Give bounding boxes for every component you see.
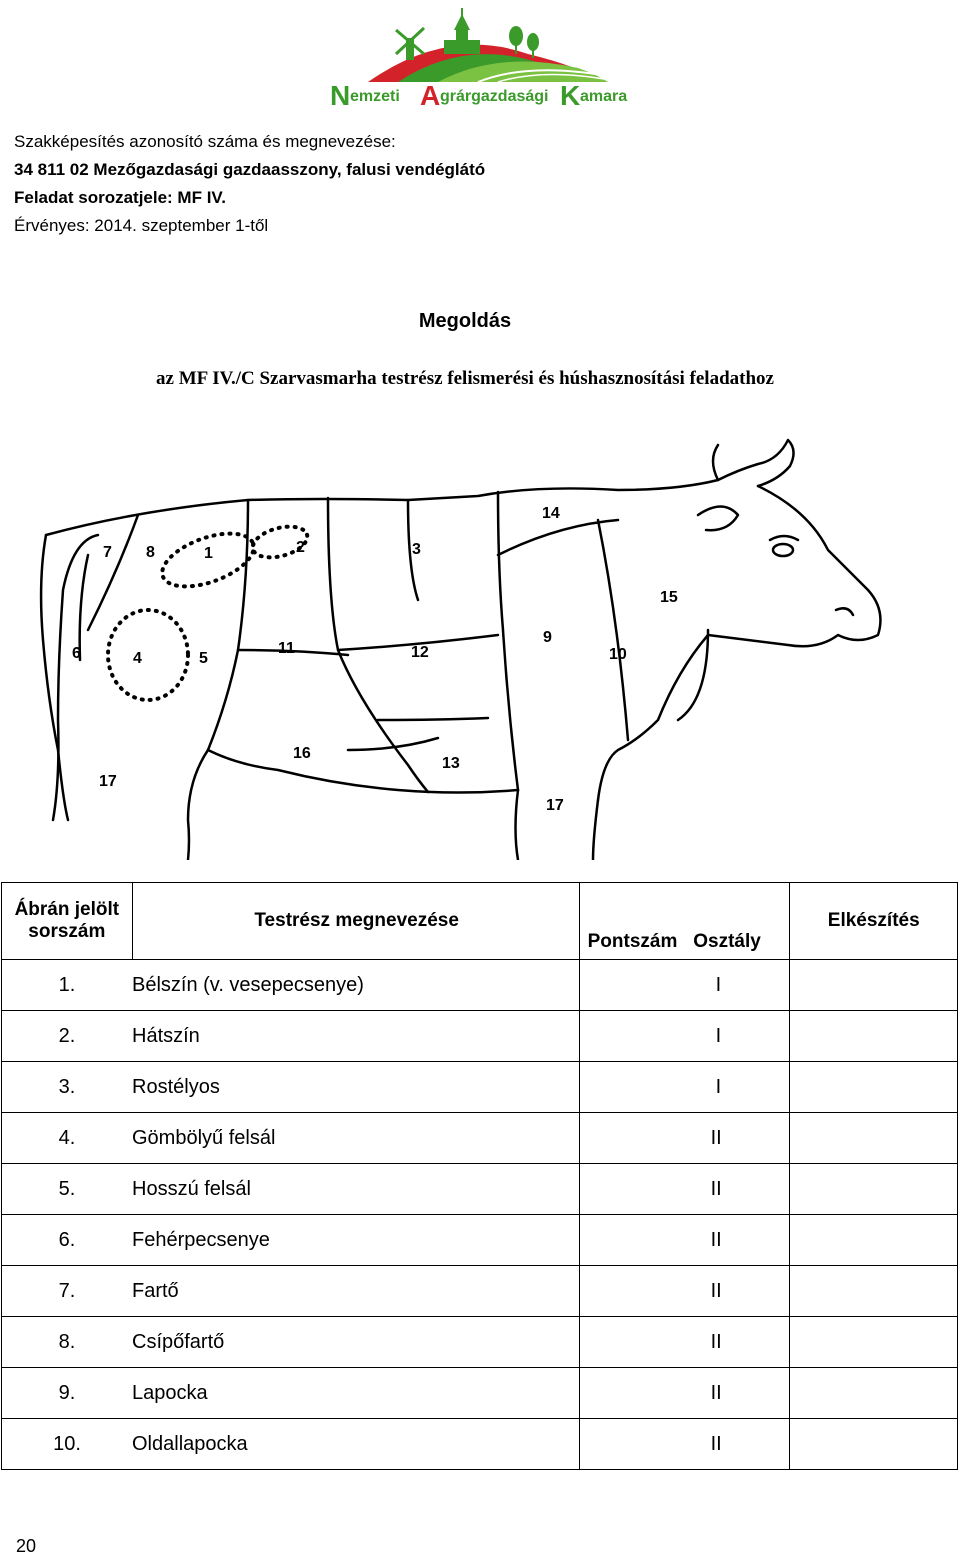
row-class: I <box>579 1062 790 1113</box>
page-number: 20 <box>16 1536 37 1556</box>
row-class: II <box>579 1215 790 1266</box>
cuts-table <box>1 882 958 1470</box>
row-name: Lapocka <box>132 1381 208 1404</box>
row-number: 5. <box>58 1177 76 1200</box>
row-name: Csípőfartő <box>132 1330 225 1353</box>
page-subtitle: az MF IV./C Szarvasmarha testrész felismerési és húshasznosítási feladathoz <box>156 368 774 389</box>
row-number: 9. <box>58 1381 76 1404</box>
page-title: Megoldás <box>418 310 512 332</box>
row-number: 7. <box>58 1279 76 1302</box>
table-row <box>2 1011 958 1062</box>
header-line-2: 34 811 02 Mezőgazdasági gazdaasszony, falusi vendéglátó <box>14 160 486 179</box>
cut-label-6: 6 <box>72 645 81 662</box>
cut-label-1: 1 <box>204 545 213 562</box>
row-elkeszites <box>790 960 958 1011</box>
row-elkeszites <box>790 1266 958 1317</box>
header-pontszam: Pontszám <box>587 931 678 952</box>
logo-letter-a: A <box>420 80 441 108</box>
header-line-4: Érvényes: 2014. szeptember 1-től <box>14 216 269 235</box>
logo-word-kamara: amara <box>580 88 628 105</box>
cut-label-13: 13 <box>442 755 460 772</box>
header-testresz: Testrész megnevezése <box>132 883 579 960</box>
cut-label-15: 15 <box>660 589 678 606</box>
cut-label-8: 8 <box>146 544 155 561</box>
table-row <box>2 1266 958 1317</box>
row-class: II <box>579 1317 790 1368</box>
header-line-3: Feladat sorozatjele: MF IV. <box>14 188 226 207</box>
logo-letter-n: N <box>330 80 351 108</box>
cut-label-12: 12 <box>411 644 429 661</box>
row-class: II <box>579 1113 790 1164</box>
cut-label-5: 5 <box>199 650 208 667</box>
row-number: 4. <box>58 1126 76 1149</box>
cut-label-11: 11 <box>278 640 295 657</box>
header-line-1: Szakképesítés azonosító száma és megnevezése: <box>14 132 396 151</box>
cut-label-9: 9 <box>543 629 552 646</box>
cut-label-4: 4 <box>133 650 142 667</box>
row-name: Gömbölyű felsál <box>132 1126 276 1149</box>
row-name: Oldallapocka <box>132 1432 248 1455</box>
table-header-row <box>2 883 958 960</box>
header-osztaly: Osztály <box>693 931 761 952</box>
cow-cuts-diagram <box>18 420 898 860</box>
row-class: I <box>579 1011 790 1062</box>
row-class: II <box>579 1164 790 1215</box>
row-number: 1. <box>58 973 76 996</box>
row-elkeszites <box>790 1419 958 1470</box>
table-row <box>2 1368 958 1419</box>
row-number: 10. <box>53 1432 81 1455</box>
table-row <box>2 1164 958 1215</box>
row-name: Fartő <box>132 1279 179 1302</box>
row-elkeszites <box>790 1011 958 1062</box>
cut-label-2: 2 <box>296 539 305 556</box>
table-row <box>2 1317 958 1368</box>
row-class: II <box>579 1368 790 1419</box>
cut-label-16: 16 <box>293 745 311 762</box>
cut-label-10: 10 <box>609 646 627 663</box>
row-elkeszites <box>790 1062 958 1113</box>
row-elkeszites <box>790 1215 958 1266</box>
header-pontszam-osztaly <box>579 883 790 960</box>
row-name: Hátszín <box>132 1024 200 1047</box>
row-class: II <box>579 1266 790 1317</box>
row-elkeszites <box>790 1113 958 1164</box>
logo-letter-k: K <box>560 80 581 108</box>
row-elkeszites <box>790 1317 958 1368</box>
cut-label-7: 7 <box>103 544 112 561</box>
header-block <box>14 128 485 240</box>
row-name: Fehérpecsenye <box>132 1228 270 1251</box>
row-name: Rostélyos <box>132 1075 220 1098</box>
table-row <box>2 1215 958 1266</box>
row-number: 2. <box>58 1024 76 1047</box>
row-number: 6. <box>58 1228 76 1251</box>
row-class: I <box>579 960 790 1011</box>
row-class: II <box>579 1419 790 1470</box>
header-sorszam: Ábrán jelölt sorszám <box>2 883 133 960</box>
table-row <box>2 960 958 1011</box>
row-name: Bélszín (v. vesepecsenye) <box>132 973 364 996</box>
row-number: 3. <box>58 1075 76 1098</box>
row-elkeszites <box>790 1368 958 1419</box>
table-row <box>2 1062 958 1113</box>
logo-word-agrargazdasagi: grárgazdasági <box>440 88 549 105</box>
cut-label-14: 14 <box>542 505 560 522</box>
table-row <box>2 1419 958 1470</box>
cut-label-3: 3 <box>412 541 421 558</box>
nak-logo <box>328 6 633 108</box>
logo-word-nemzeti: emzeti <box>350 88 400 105</box>
cut-label-17-hind: 17 <box>99 773 117 790</box>
table-row <box>2 1113 958 1164</box>
row-name: Hosszú felsál <box>132 1177 251 1200</box>
header-elkeszites: Elkészítés <box>790 883 958 960</box>
row-elkeszites <box>790 1164 958 1215</box>
row-number: 8. <box>58 1330 76 1353</box>
cut-label-17-front: 17 <box>546 797 564 814</box>
